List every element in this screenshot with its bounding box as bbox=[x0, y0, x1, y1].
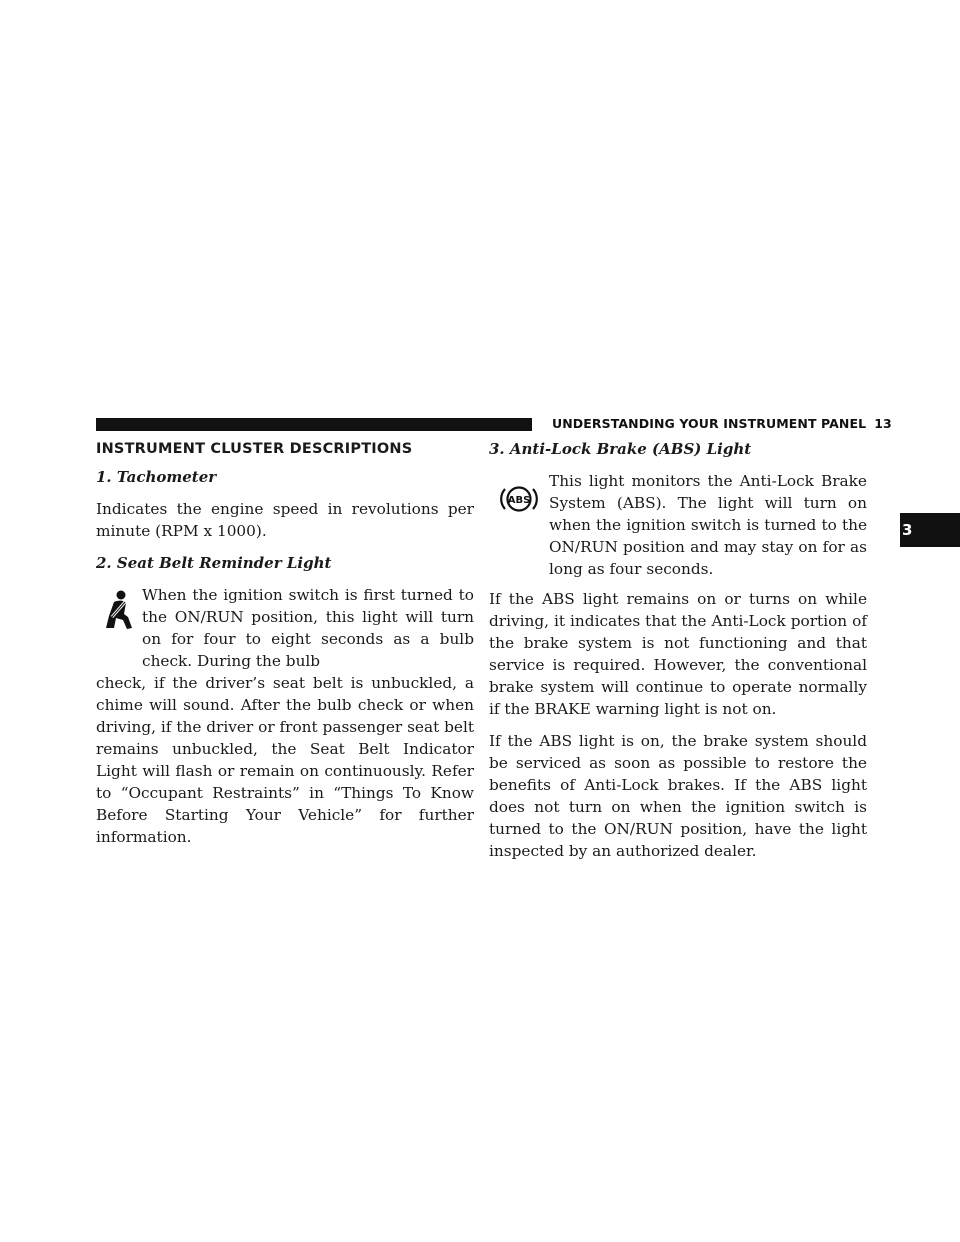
section-heading: INSTRUMENT CLUSTER DESCRIPTIONS bbox=[96, 441, 413, 457]
left-column bbox=[96, 438, 474, 858]
header-rule bbox=[96, 418, 532, 431]
abs-intro-text: This light monitors the Anti-Lock Brake System (ABS). The light will turn on when the ignition switch is turned to the ON/RUN position and may stay on for as long as four seconds. bbox=[549, 472, 867, 578]
seat-belt-icon bbox=[96, 584, 142, 630]
right-column bbox=[489, 438, 867, 872]
abs-icon bbox=[489, 470, 549, 514]
seat-belt-intro-text: When the ignition switch is first turned to the ON/RUN position, this light will turn on for four to eight seconds as a bulb check. During the bulb bbox=[142, 586, 474, 670]
header-title: UNDERSTANDING YOUR INSTRUMENT PANEL bbox=[552, 416, 867, 431]
abs-paragraph-1: If the ABS light remains on or turns on while driving, it indicates that the Anti-Lock portion of the brake system is not functioning and that service is required. However, the conventional brake system will continue to operate normally if the BRAKE warning light is not on. bbox=[489, 590, 867, 718]
seat-belt-text: check, if the driver’s seat belt is unbuckled, a chime will sound. After the bulb check or when driving, if the driver or front passenger seat belt remains unbuckled, the Seat Belt Indicator Light will flash or remain on continuously. Refer to “Occupant Restraints” in “Things To Know Before Starting Your Vehicle” for further information. bbox=[96, 674, 474, 846]
seat-belt-title: 2. Seat Belt Reminder Light bbox=[96, 554, 332, 572]
page-number: 13 bbox=[874, 416, 892, 431]
abs-title: 3. Anti-Lock Brake (ABS) Light bbox=[489, 440, 752, 458]
tachometer-title: 1. Tachometer bbox=[96, 468, 217, 486]
seat-belt-intro-row bbox=[96, 584, 474, 672]
abs-paragraph-2: If the ABS light is on, the brake system should be serviced as soon as possible to restore the benefits of Anti-Lock brakes. If the ABS light does not turn on when the ignition switch is turned to the ON/RUN position, have the light inspected by an authorized dealer. bbox=[489, 732, 867, 860]
tachometer-text: Indicates the engine speed in revolutions per minute (RPM x 1000). bbox=[96, 500, 474, 540]
running-header bbox=[552, 416, 892, 431]
abs-intro-row bbox=[489, 470, 867, 580]
chapter-tab: 3 bbox=[900, 513, 960, 547]
abs-icon-label: ABS bbox=[507, 495, 531, 506]
